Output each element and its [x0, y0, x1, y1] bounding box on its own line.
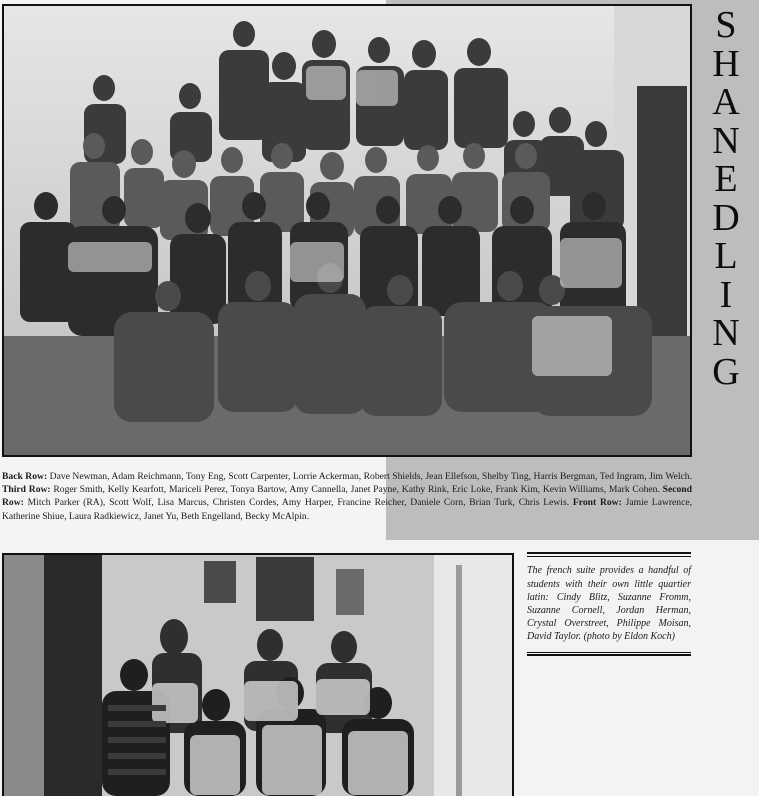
- top-rule-thin: [527, 556, 691, 557]
- title-letter: E: [714, 158, 738, 200]
- title-letter: G: [712, 350, 740, 393]
- second-row-label: Second Row:: [2, 484, 692, 509]
- second-row-names: Mitch Parker (RA), Scott Wolf, Lisa Marcus, Christen Cordes, Amy Harper, Francine Reicher, Daniele Corn, Brian Turk, Chris Lewis.: [27, 497, 570, 509]
- vertical-title-shanedling: [698, 6, 754, 452]
- top-rule: [527, 552, 691, 554]
- title-letter: N: [712, 119, 740, 162]
- back-row-label: Back Row:: [2, 471, 48, 482]
- front-row-label: Front Row:: [572, 497, 622, 509]
- third-row-names: Roger Smith, Kelly Kearfott, Mariceli Perez, Tonya Bartow, Amy Cannella, Janet Payne, Kathy Rink, Eric Loke, Frank Kim, Kevin Williams, Mark Cohen.: [53, 484, 660, 496]
- front-row-names: Jamie Lawrence, Katherine Shiue, Laura Radkiewicz, Janet Yu, Beth Engelland, Becky McAlpin.: [2, 497, 692, 522]
- title-letter: L: [714, 235, 738, 277]
- title-letter: S: [715, 4, 737, 46]
- bottom-rule-thin: [527, 652, 691, 653]
- title-letter: N: [712, 312, 740, 354]
- title-letter: H: [712, 42, 740, 85]
- french-suite-photo: [2, 553, 514, 796]
- french-suite-text: The french suite provides a handful of students with their own little quartier latin: Cindy Blitz, Suzanne Fromm, Suzanne Cornell, Jordan Herman, Crystal Overstreet, Philippe Moisan, David Taylor. (photo by Eldon Koch): [527, 565, 691, 643]
- title-letter: I: [719, 273, 733, 316]
- third-row-label: Third Row:: [2, 484, 51, 496]
- french-suite-caption: [527, 550, 691, 658]
- bottom-rule: [527, 654, 691, 656]
- title-letter: A: [712, 81, 740, 123]
- photo-caption: [2, 470, 692, 523]
- title-letter: D: [712, 196, 740, 239]
- group-photo-top: [2, 4, 692, 457]
- group-photo-top-image: [4, 6, 690, 455]
- french-suite-photo-image: [4, 555, 512, 796]
- back-row-names: Dave Newman, Adam Reichmann, Tony Eng, Scott Carpenter, Lorrie Ackerman, Robert Shields, Jean Ellefson, Shelby Ting, Harris Bergman, Ted Ingram, Jim Welch.: [49, 471, 692, 482]
